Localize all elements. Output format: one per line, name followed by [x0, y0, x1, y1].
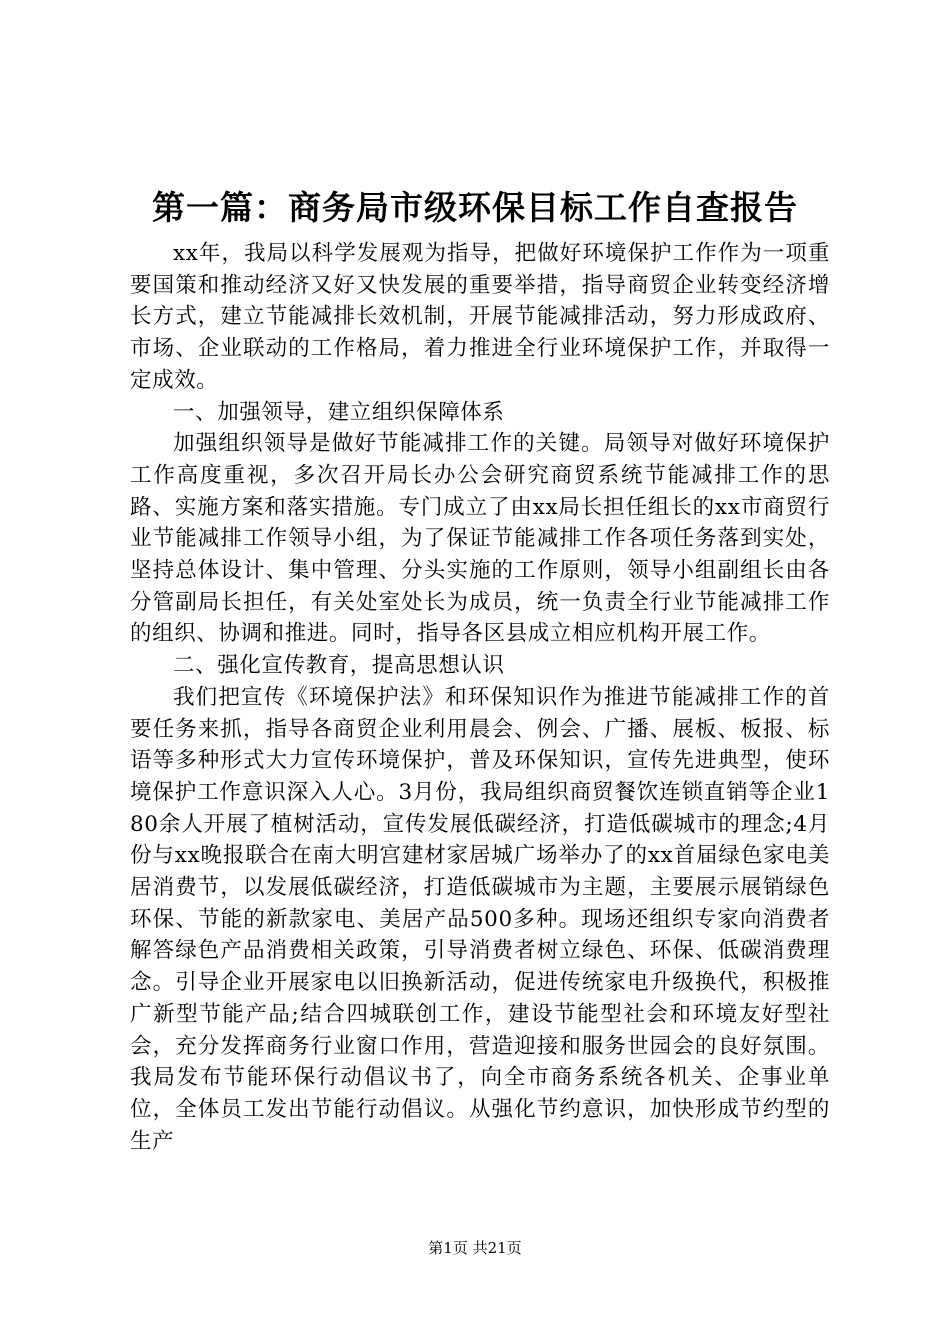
section-heading-2: 二、强化宣传教育，提高思想认识: [173, 653, 505, 679]
paragraph-section-1: 加强组织领导是做好节能减排工作的关键。局领导对做好环境保护工作高度重视，多次召开局长办公会研究商贸系统节能减排工作的思路、实施方案和落实措施。专门成立了由xx局长担任组长的xx市商贸行业节能减排工作领导小组，为了保证节能减排工作各项任务落到实处，坚持总体设计、集中管理、分头实施的工作原则，领导小组副组长由各分管副局长担任，有关处室处长为成员，统一负责全行业节能减排工作的组织、协调和推进。同时，指导各区县成立相应机构开展工作。: [130, 431, 830, 647]
document-body: [130, 238, 830, 1157]
document-title: 第一篇：商务局市级环保目标工作自查报告: [152, 188, 798, 227]
paragraph-intro: xx年，我局以科学发展观为指导，把做好环境保护工作作为一项重要国策和推动经济又好又快发展的重要举措，指导商贸企业转变经济增长方式，建立节能减排长效机制，开展节能减排活动，努力形成政府、市场、企业联动的工作格局，着力推进全行业环境保护工作，并取得一定成效。: [130, 241, 830, 393]
paragraph-section-2: 我们把宣传《环境保护法》和环保知识作为推进节能减排工作的首要任务来抓，指导各商贸企业利用晨会、例会、广播、展板、板报、标语等多种形式大力宣传环境保护，普及环保知识，宣传先进典型，使环境保护工作意识深入人心。3月份，我局组织商贸餐饮连锁直销等企业180余人开展了植树活动，宣传发展低碳经济，打造低碳城市的理念;4月份与xx晚报联合在南大明宫建材家居城广场举办了的xx首届绿色家电美居消费节，以发展低碳经济，打造低碳城市为主题，主要展示展销绿色环保、节能的新款家电、美居产品500多种。现场还组织专家向消费者解答绿色产品消费相关政策，引导消费者树立绿色、环保、低碳消费理念。引导企业开展家电以旧换新活动，促进传统家电升级换代，积极推广新型节能产品;结合四城联创工作，建设节能型社会和环境友好型社会，充分发挥商务行业窗口作用，营造迎接和服务世园会的良好氛围。我局发布节能环保行动倡议书了，向全市商务系统各机关、企事业单位，全体员工发出节能行动倡议。从强化节约意识，加快形成节约型的生产: [130, 684, 830, 1154]
page-footer: 第1页 共21页: [428, 1239, 522, 1257]
section-heading-1: 一、加强领导，建立组织保障体系: [173, 399, 505, 425]
